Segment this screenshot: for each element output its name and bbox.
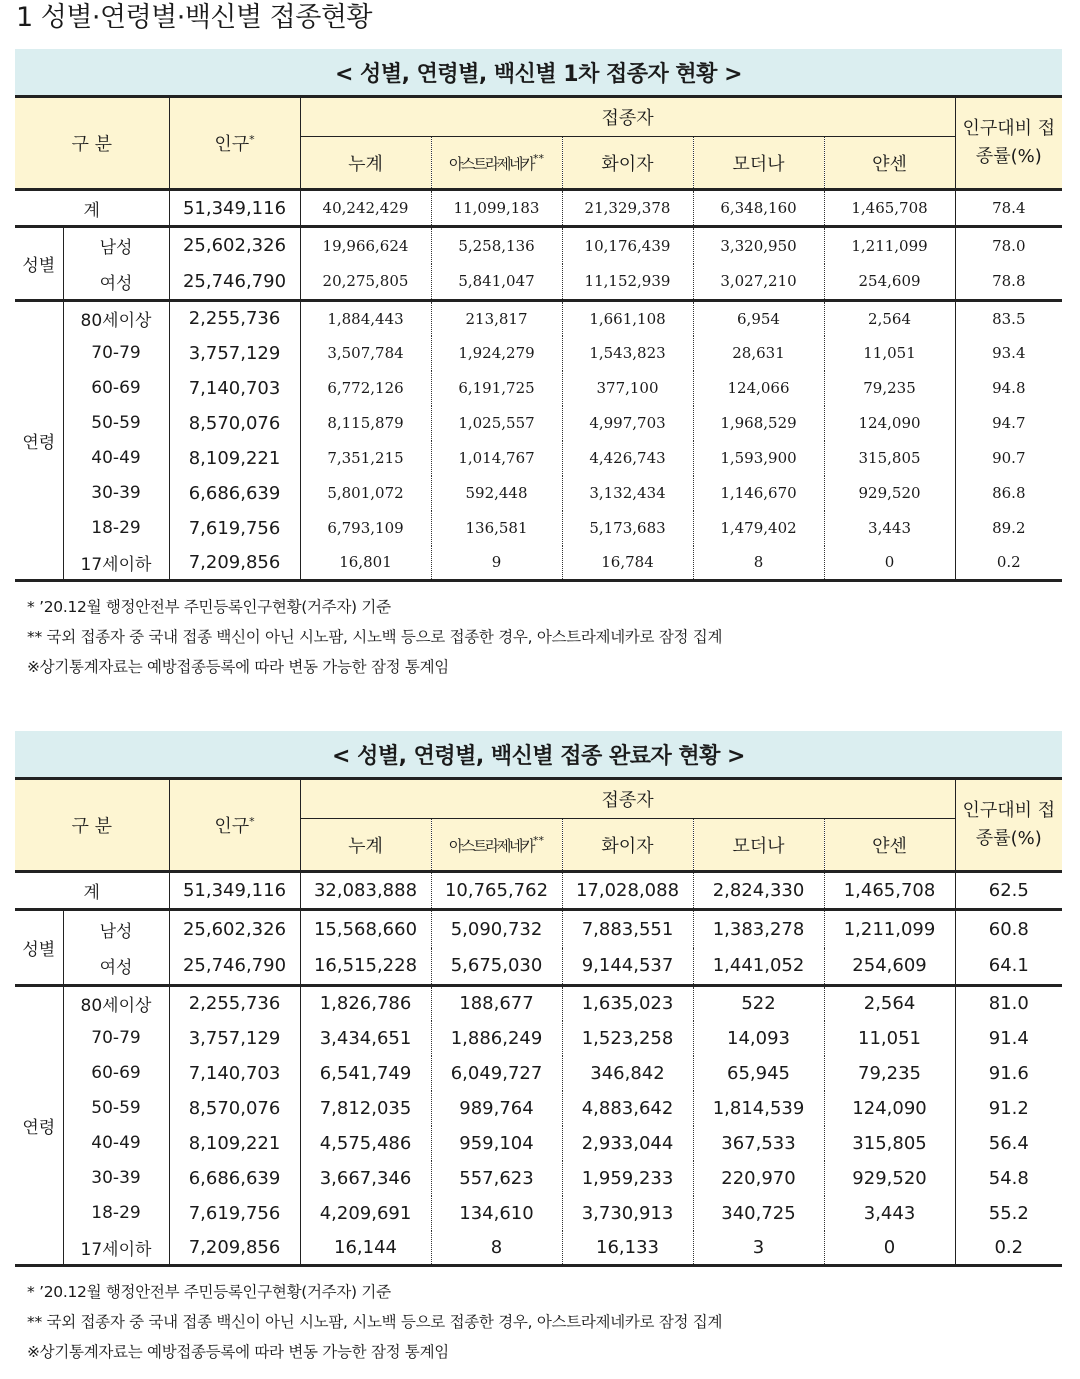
- rate-cell: 90.7: [992, 449, 1026, 467]
- janssen-cell: 124,090: [824, 406, 955, 441]
- row-label: 70-79: [63, 336, 169, 371]
- rate-cell: 64.1: [955, 948, 1062, 986]
- total-label: 누계: [348, 835, 383, 857]
- janssen-cell: 2,564: [824, 986, 955, 1021]
- population-cell: 7,619,756: [169, 511, 300, 546]
- page-title: 1 성별·연령별·백신별 접종현황: [16, 2, 372, 33]
- row-label: 18-29: [63, 511, 169, 546]
- footnote: ※상기통계자료는 예방접종등록에 따라 변동 가능한 잠정 통계임: [27, 658, 449, 676]
- astrazeneca-cell: 213,817: [431, 301, 562, 336]
- population-cell: 7,619,756: [169, 1196, 300, 1231]
- pfizer-cell: 1,661,108: [562, 301, 693, 336]
- footnote: ** 국외 접종자 중 국내 접종 백신이 아닌 시노팜, 시노백 등으로 접종한 경우, 아스트라제네카로 잠정 집계: [27, 628, 723, 646]
- population-cell: 2,255,736: [169, 986, 300, 1021]
- row-label: 18-29: [63, 1196, 169, 1231]
- population-cell: 8,570,076: [169, 1091, 300, 1126]
- moderna-label: 모더나: [732, 835, 785, 857]
- moderna-cell: 2,824,330: [693, 872, 824, 910]
- pfizer-cell: 1,635,023: [562, 986, 693, 1021]
- astrazeneca-cell: 1,924,279: [431, 336, 562, 371]
- total-header: [300, 819, 431, 872]
- row-label: 30-39: [63, 1161, 169, 1196]
- astrazeneca-cell: 188,677: [431, 986, 562, 1021]
- moderna-cell: 6,954: [693, 301, 824, 336]
- astrazeneca-cell: 11,099,183: [431, 190, 562, 227]
- population-label: 인구: [214, 134, 250, 155]
- population-header: [169, 779, 300, 872]
- row-label: 여성: [63, 264, 169, 301]
- moderna-header: [693, 137, 824, 190]
- moderna-label: 모더나: [732, 153, 785, 175]
- vaccinated-header: 접종자: [300, 97, 955, 137]
- category-header: 구 분: [15, 97, 169, 190]
- group-label-sex: 성별: [15, 227, 63, 301]
- footnote: * ’20.12월 행정안전부 주민등록인구현황(거주자) 기준: [27, 1283, 391, 1301]
- total-cell: 7,351,215: [300, 441, 431, 476]
- table-row: [15, 910, 1062, 948]
- table-row: [15, 1021, 1062, 1056]
- total-cell: 1,884,443: [300, 301, 431, 336]
- population-cell: 25,746,790: [169, 264, 300, 301]
- moderna-cell: 1,968,529: [693, 406, 824, 441]
- population-cell: 8,109,221: [169, 441, 300, 476]
- population-cell: 7,140,703: [169, 1056, 300, 1091]
- total-cell: 8,115,879: [300, 406, 431, 441]
- population-cell: 7,140,703: [169, 371, 300, 406]
- janssen-cell: 11,051: [824, 336, 955, 371]
- janssen-cell: 3,443: [824, 1196, 955, 1231]
- pfizer-cell: 3,132,434: [562, 476, 693, 511]
- astrazeneca-cell: 959,104: [431, 1126, 562, 1161]
- group-label-age: 연령: [15, 301, 63, 581]
- table-row: [15, 1196, 1062, 1231]
- rate-header: [955, 97, 1062, 190]
- footnote: ※상기통계자료는 예방접종등록에 따라 변동 가능한 잠정 통계임: [27, 1343, 449, 1361]
- footnotes: [27, 592, 1062, 682]
- moderna-cell: 6,348,160: [693, 190, 824, 227]
- rate-cell: 0.2: [955, 1231, 1062, 1266]
- rate-cell: 91.4: [988, 1027, 1029, 1049]
- population-cell: 7,209,856: [169, 546, 300, 581]
- astrazeneca-cell: 8: [431, 1231, 562, 1266]
- row-label: 40-49: [63, 1126, 169, 1161]
- total-cell: 6,541,749: [300, 1056, 431, 1091]
- population-label: 인구: [214, 816, 250, 837]
- population-cell: 7,209,856: [169, 1231, 300, 1266]
- pfizer-cell: 17,028,088: [562, 872, 693, 910]
- vaccinated-header: 접종자: [300, 779, 955, 819]
- janssen-cell: 315,805: [824, 1126, 955, 1161]
- row-label: 계: [15, 872, 169, 910]
- astrazeneca-cell: 5,258,136: [431, 227, 562, 264]
- population-cell: 3,757,129: [169, 336, 300, 371]
- row-label: 50-59: [63, 406, 169, 441]
- footnote-mark: **: [532, 833, 544, 847]
- rate-header: [955, 779, 1062, 872]
- fully-vaccinated-section: [15, 731, 1062, 1367]
- table-row: [15, 1091, 1062, 1126]
- pfizer-header: [562, 137, 693, 190]
- total-cell: 20,275,805: [300, 264, 431, 301]
- astrazeneca-cell: 136,581: [431, 511, 562, 546]
- rate-label-line1: 인구대비 접: [962, 800, 1056, 821]
- total-cell: 6,772,126: [300, 371, 431, 406]
- janssen-label: 얀센: [872, 835, 907, 857]
- moderna-cell: 1,383,278: [693, 910, 824, 948]
- total-cell: 6,793,109: [300, 511, 431, 546]
- moderna-cell: 3,320,950: [693, 227, 824, 264]
- rate-cell: 91.6: [988, 1062, 1029, 1084]
- pfizer-cell: 1,543,823: [562, 336, 693, 371]
- janssen-cell: 0: [824, 546, 955, 581]
- pfizer-cell: 4,997,703: [562, 406, 693, 441]
- rate-label-line2: 종률(%): [975, 146, 1042, 167]
- population-cell: 6,686,639: [169, 476, 300, 511]
- footnote: * ’20.12월 행정안전부 주민등록인구현황(거주자) 기준: [27, 598, 391, 616]
- table-title: < 성별, 연령별, 백신별 1차 접종자 현황 >: [15, 49, 1062, 95]
- table-row: [15, 441, 1062, 476]
- moderna-cell: 1,441,052: [693, 948, 824, 986]
- group-label-age: 연령: [15, 986, 63, 1266]
- total-cell: 3,667,346: [300, 1161, 431, 1196]
- total-cell: 1,826,786: [300, 986, 431, 1021]
- pfizer-cell: 2,933,044: [562, 1126, 693, 1161]
- population-cell: 51,349,116: [169, 872, 300, 910]
- pfizer-cell: 346,842: [562, 1056, 693, 1091]
- population-cell: 2,255,736: [169, 301, 300, 336]
- row-label: 80세이상: [63, 986, 169, 1021]
- rate-label-line1: 인구대비 접: [962, 118, 1056, 139]
- rate-cell: 54.8: [988, 1167, 1029, 1189]
- population-cell: 51,349,116: [169, 190, 300, 227]
- janssen-header: [824, 137, 955, 190]
- pfizer-cell: 21,329,378: [562, 190, 693, 227]
- row-label: 남성: [63, 910, 169, 948]
- janssen-label: 얀센: [872, 153, 907, 175]
- janssen-cell: 315,805: [824, 441, 955, 476]
- row-label: 17세이하: [63, 546, 169, 581]
- rate-cell: 83.5: [992, 309, 1026, 328]
- pfizer-cell: 5,173,683: [562, 511, 693, 546]
- moderna-cell: 340,725: [693, 1196, 824, 1231]
- table-title: < 성별, 연령별, 백신별 접종 완료자 현황 >: [15, 731, 1062, 777]
- total-cell: 4,575,486: [300, 1126, 431, 1161]
- total-cell: 15,568,660: [300, 910, 431, 948]
- rate-cell: 94.8: [992, 379, 1026, 397]
- rate-cell: 91.2: [988, 1097, 1029, 1119]
- moderna-header: [693, 819, 824, 872]
- total-cell: 4,209,691: [300, 1196, 431, 1231]
- table-row: [15, 301, 1062, 336]
- pfizer-cell: 1,523,258: [562, 1021, 693, 1056]
- group-label-sex: 성별: [15, 910, 63, 986]
- row-label: 50-59: [63, 1091, 169, 1126]
- pfizer-label: 화이자: [601, 153, 654, 175]
- rate-cell: 62.5: [955, 872, 1062, 910]
- moderna-cell: 367,533: [693, 1126, 824, 1161]
- janssen-cell: 2,564: [824, 301, 955, 336]
- pfizer-cell: 1,959,233: [562, 1161, 693, 1196]
- moderna-cell: 124,066: [693, 371, 824, 406]
- astrazeneca-label: 아스트라제네카: [449, 836, 533, 855]
- total-cell: 40,242,429: [300, 190, 431, 227]
- moderna-cell: 522: [693, 986, 824, 1021]
- astrazeneca-cell: 9: [431, 546, 562, 581]
- total-cell: 5,801,072: [300, 476, 431, 511]
- row-label: 30-39: [63, 476, 169, 511]
- rate-cell: 78.8: [955, 264, 1062, 301]
- rate-cell: 60.8: [988, 918, 1029, 940]
- moderna-cell: 65,945: [693, 1056, 824, 1091]
- rate-cell: 56.4: [988, 1132, 1029, 1154]
- table-row: [15, 264, 1062, 301]
- rate-cell: 86.8: [992, 484, 1026, 502]
- table-row: [15, 190, 1062, 227]
- janssen-cell: 11,051: [824, 1021, 955, 1056]
- astrazeneca-cell: 134,610: [431, 1196, 562, 1231]
- moderna-cell: 8: [693, 546, 824, 581]
- pfizer-cell: 3,730,913: [562, 1196, 693, 1231]
- pfizer-label: 화이자: [601, 835, 654, 857]
- moderna-cell: 1,814,539: [693, 1091, 824, 1126]
- table-row: [15, 546, 1062, 581]
- table-row: [15, 227, 1062, 264]
- rate-cell: 89.2: [992, 519, 1026, 537]
- total-cell: 3,507,784: [300, 336, 431, 371]
- rate-cell: 93.4: [992, 344, 1026, 362]
- moderna-cell: 1,479,402: [693, 511, 824, 546]
- pfizer-cell: 377,100: [562, 371, 693, 406]
- moderna-cell: 3,027,210: [693, 264, 824, 301]
- janssen-cell: 79,235: [824, 371, 955, 406]
- table-row: [15, 948, 1062, 986]
- table-row: [15, 336, 1062, 371]
- population-cell: 8,570,076: [169, 406, 300, 441]
- astrazeneca-cell: 5,841,047: [431, 264, 562, 301]
- astrazeneca-cell: 10,765,762: [431, 872, 562, 910]
- row-label: 60-69: [63, 371, 169, 406]
- pfizer-cell: 7,883,551: [562, 910, 693, 948]
- total-cell: 16,801: [300, 546, 431, 581]
- astrazeneca-cell: 5,090,732: [431, 910, 562, 948]
- moderna-cell: 28,631: [693, 336, 824, 371]
- pfizer-cell: 4,883,642: [562, 1091, 693, 1126]
- row-label: 80세이상: [63, 301, 169, 336]
- table-row: [15, 1126, 1062, 1161]
- total-cell: 7,812,035: [300, 1091, 431, 1126]
- table-row: [15, 1231, 1062, 1266]
- total-cell: 16,144: [300, 1231, 431, 1266]
- janssen-cell: 3,443: [824, 511, 955, 546]
- table-row: [15, 1056, 1062, 1091]
- vaccination-table: [15, 777, 1062, 1267]
- janssen-cell: 79,235: [824, 1056, 955, 1091]
- row-label: 70-79: [63, 1021, 169, 1056]
- footnotes: [27, 1277, 1062, 1367]
- population-cell: 25,602,326: [169, 910, 300, 948]
- pfizer-cell: 4,426,743: [562, 441, 693, 476]
- rate-cell: 55.2: [988, 1202, 1029, 1224]
- table-row: [15, 406, 1062, 441]
- pfizer-cell: 10,176,439: [562, 227, 693, 264]
- category-header: 구 분: [15, 779, 169, 872]
- janssen-cell: 1,465,708: [824, 872, 955, 910]
- rate-cell: 78.0: [992, 236, 1026, 255]
- astrazeneca-cell: 592,448: [431, 476, 562, 511]
- rate-cell: 0.2: [955, 546, 1062, 581]
- total-cell: 19,966,624: [300, 227, 431, 264]
- total-header: [300, 137, 431, 190]
- janssen-cell: 929,520: [824, 476, 955, 511]
- astrazeneca-label: 아스트라제네카: [449, 154, 533, 173]
- astrazeneca-cell: 557,623: [431, 1161, 562, 1196]
- total-cell: 16,515,228: [300, 948, 431, 986]
- row-label: 계: [15, 190, 169, 227]
- astrazeneca-header: [431, 819, 562, 872]
- astrazeneca-cell: 1,014,767: [431, 441, 562, 476]
- astrazeneca-cell: 6,049,727: [431, 1056, 562, 1091]
- astrazeneca-cell: 1,025,557: [431, 406, 562, 441]
- rate-cell: 78.4: [955, 190, 1062, 227]
- rate-cell: 81.0: [988, 993, 1029, 1015]
- rate-label-line2: 종률(%): [975, 828, 1042, 849]
- population-cell: 25,602,326: [169, 227, 300, 264]
- table-row: [15, 371, 1062, 406]
- janssen-cell: 1,211,099: [824, 227, 955, 264]
- rate-cell: 94.7: [992, 414, 1026, 432]
- population-cell: 6,686,639: [169, 1161, 300, 1196]
- row-label: 남성: [63, 227, 169, 264]
- astrazeneca-cell: 6,191,725: [431, 371, 562, 406]
- janssen-cell: 929,520: [824, 1161, 955, 1196]
- row-label: 60-69: [63, 1056, 169, 1091]
- total-cell: 3,434,651: [300, 1021, 431, 1056]
- janssen-cell: 0: [824, 1231, 955, 1266]
- janssen-cell: 1,211,099: [824, 910, 955, 948]
- pfizer-cell: 16,784: [562, 546, 693, 581]
- table-row: [15, 476, 1062, 511]
- footnote-mark: *: [249, 815, 255, 828]
- total-label: 누계: [348, 153, 383, 175]
- pfizer-header: [562, 819, 693, 872]
- astrazeneca-cell: 1,886,249: [431, 1021, 562, 1056]
- footnote-mark: *: [249, 133, 255, 146]
- astrazeneca-header: [431, 137, 562, 190]
- footnote: ** 국외 접종자 중 국내 접종 백신이 아닌 시노팜, 시노백 등으로 접종한 경우, 아스트라제네카로 잠정 집계: [27, 1313, 723, 1331]
- table-row: [15, 511, 1062, 546]
- janssen-cell: 1,465,708: [824, 190, 955, 227]
- janssen-header: [824, 819, 955, 872]
- janssen-cell: 254,609: [824, 948, 955, 986]
- vaccination-table: [15, 95, 1062, 582]
- pfizer-cell: 9,144,537: [562, 948, 693, 986]
- astrazeneca-cell: 5,675,030: [431, 948, 562, 986]
- astrazeneca-cell: 989,764: [431, 1091, 562, 1126]
- moderna-cell: 1,593,900: [693, 441, 824, 476]
- table-row: [15, 1161, 1062, 1196]
- moderna-cell: 1,146,670: [693, 476, 824, 511]
- row-label: 17세이하: [63, 1231, 169, 1266]
- pfizer-cell: 11,152,939: [562, 264, 693, 301]
- janssen-cell: 124,090: [824, 1091, 955, 1126]
- total-cell: 32,083,888: [300, 872, 431, 910]
- population-cell: 25,746,790: [169, 948, 300, 986]
- table-row: [15, 986, 1062, 1021]
- row-label: 여성: [63, 948, 169, 986]
- pfizer-cell: 16,133: [562, 1231, 693, 1266]
- moderna-cell: 220,970: [693, 1161, 824, 1196]
- first-dose-section: [15, 49, 1062, 682]
- population-header: [169, 97, 300, 190]
- moderna-cell: 3: [693, 1231, 824, 1266]
- footnote-mark: **: [532, 151, 544, 165]
- janssen-cell: 254,609: [824, 264, 955, 301]
- population-cell: 3,757,129: [169, 1021, 300, 1056]
- row-label: 40-49: [63, 441, 169, 476]
- moderna-cell: 14,093: [693, 1021, 824, 1056]
- population-cell: 8,109,221: [169, 1126, 300, 1161]
- table-row: [15, 872, 1062, 910]
